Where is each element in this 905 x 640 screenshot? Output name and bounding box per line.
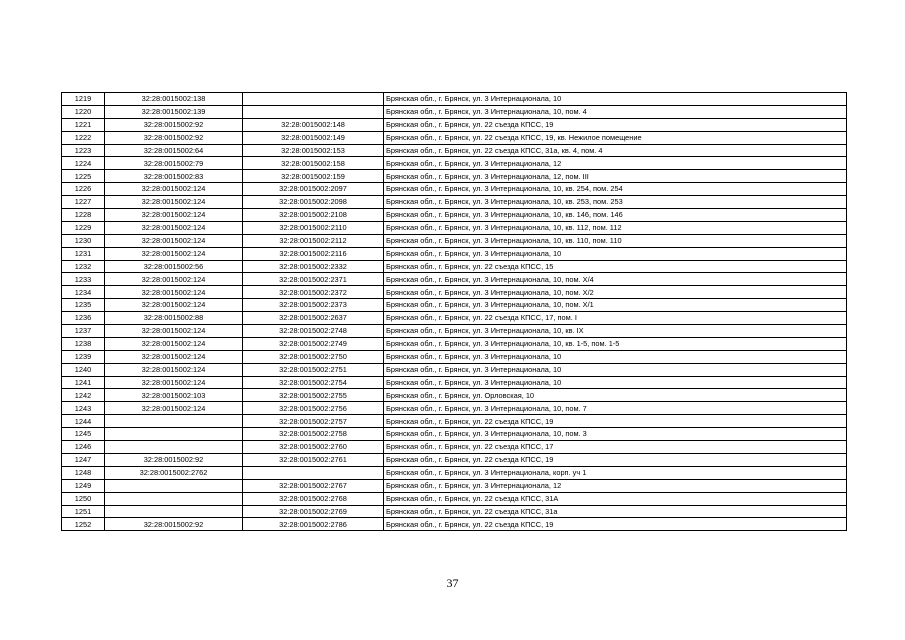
row-number-cell: 1232	[62, 260, 105, 273]
row-number-cell: 1235	[62, 299, 105, 312]
address-cell: Брянская обл., г. Брянск, ул. 22 съезда КПСС, 17, пом. I	[384, 312, 847, 325]
parcel-number-cell: 32:28:0015002:124	[105, 196, 243, 209]
object-number-cell: 32:28:0015002:2637	[243, 312, 384, 325]
address-cell: Брянская обл., г. Брянск, ул. 3 Интернационала, 10, кв. 253, пом. 253	[384, 196, 847, 209]
parcel-number-cell: 32:28:0015002:92	[105, 131, 243, 144]
address-cell: Брянская обл., г. Брянск, ул. 3 Интернационала, 10, кв. 1-5, пом. 1-5	[384, 337, 847, 350]
parcel-number-cell: 32:28:0015002:92	[105, 118, 243, 131]
parcel-number-cell: 32:28:0015002:124	[105, 299, 243, 312]
table-row	[62, 363, 847, 376]
address-cell: Брянская обл., г. Брянск, ул. 22 съезда КПСС, 31а	[384, 505, 847, 518]
address-cell: Брянская обл., г. Брянск, ул. 22 съезда КПСС, 17	[384, 441, 847, 454]
object-number-cell	[243, 466, 384, 479]
address-cell: Брянская обл., г. Брянск, ул. 3 Интернационала, 10	[384, 376, 847, 389]
row-number-cell: 1228	[62, 209, 105, 222]
address-cell: Брянская обл., г. Брянск, ул. 3 Интернационала, 10, кв. 110, пом. 110	[384, 234, 847, 247]
row-number-cell: 1223	[62, 144, 105, 157]
object-number-cell: 32:28:0015002:2108	[243, 209, 384, 222]
address-cell: Брянская обл., г. Брянск, ул. 3 Интернационала, 10, пом. 7	[384, 402, 847, 415]
address-cell: Брянская обл., г. Брянск, ул. 3 Интернационала, 12	[384, 157, 847, 170]
address-cell: Брянская обл., г. Брянск, ул. 3 Интернационала, 10	[384, 363, 847, 376]
table-row	[62, 492, 847, 505]
row-number-cell: 1252	[62, 518, 105, 531]
row-number-cell: 1248	[62, 466, 105, 479]
row-number-cell: 1229	[62, 221, 105, 234]
table-row	[62, 93, 847, 106]
row-number-cell: 1230	[62, 234, 105, 247]
parcel-number-cell: 32:28:0015002:92	[105, 453, 243, 466]
address-cell: Брянская обл., г. Брянск, ул. Орловская, 10	[384, 389, 847, 402]
parcel-number-cell	[105, 492, 243, 505]
address-cell: Брянская обл., г. Брянск, ул. 22 съезда КПСС, 19	[384, 453, 847, 466]
row-number-cell: 1226	[62, 183, 105, 196]
table-row	[62, 209, 847, 222]
parcel-number-cell: 32:28:0015002:124	[105, 337, 243, 350]
address-cell: Брянская обл., г. Брянск, ул. 22 съезда КПСС, 19, кв. Нежилое помещение	[384, 131, 847, 144]
table-row	[62, 428, 847, 441]
table-row	[62, 170, 847, 183]
object-number-cell	[243, 105, 384, 118]
address-cell: Брянская обл., г. Брянск, ул. 3 Интернационала, 10	[384, 247, 847, 260]
row-number-cell: 1251	[62, 505, 105, 518]
table-row	[62, 312, 847, 325]
row-number-cell: 1234	[62, 286, 105, 299]
row-number-cell: 1247	[62, 453, 105, 466]
table-row	[62, 183, 847, 196]
object-number-cell: 32:28:0015002:2371	[243, 273, 384, 286]
parcel-number-cell: 32:28:0015002:88	[105, 312, 243, 325]
address-cell: Брянская обл., г. Брянск, ул. 22 съезда КПСС, 31а, кв. 4, пом. 4	[384, 144, 847, 157]
object-number-cell: 32:28:0015002:2767	[243, 479, 384, 492]
table-row	[62, 157, 847, 170]
address-cell: Брянская обл., г. Брянск, ул. 3 Интернационала, 10	[384, 350, 847, 363]
row-number-cell: 1250	[62, 492, 105, 505]
row-number-cell: 1227	[62, 196, 105, 209]
table-row	[62, 260, 847, 273]
table-row	[62, 415, 847, 428]
row-number-cell: 1243	[62, 402, 105, 415]
row-number-cell: 1233	[62, 273, 105, 286]
object-number-cell: 32:28:0015002:2786	[243, 518, 384, 531]
table-row	[62, 273, 847, 286]
table-row	[62, 325, 847, 338]
parcel-number-cell: 32:28:0015002:56	[105, 260, 243, 273]
address-cell: Брянская обл., г. Брянск, ул. 3 Интернационала, корп. уч 1	[384, 466, 847, 479]
object-number-cell: 32:28:0015002:2751	[243, 363, 384, 376]
table-row	[62, 234, 847, 247]
address-cell: Брянская обл., г. Брянск, ул. 3 Интернационала, 12	[384, 479, 847, 492]
parcel-number-cell: 32:28:0015002:124	[105, 221, 243, 234]
table-row	[62, 221, 847, 234]
object-number-cell: 32:28:0015002:2750	[243, 350, 384, 363]
row-number-cell: 1240	[62, 363, 105, 376]
row-number-cell: 1237	[62, 325, 105, 338]
object-number-cell: 32:28:0015002:2372	[243, 286, 384, 299]
object-number-cell: 32:28:0015002:2749	[243, 337, 384, 350]
object-number-cell: 32:28:0015002:2373	[243, 299, 384, 312]
parcel-number-cell: 32:28:0015002:124	[105, 350, 243, 363]
object-number-cell: 32:28:0015002:2332	[243, 260, 384, 273]
row-number-cell: 1244	[62, 415, 105, 428]
object-number-cell: 32:28:0015002:2112	[243, 234, 384, 247]
address-cell: Брянская обл., г. Брянск, ул. 3 Интернационала, 10, кв. 254, пом. 254	[384, 183, 847, 196]
address-cell: Брянская обл., г. Брянск, ул. 3 Интернационала, 10, пом. X/4	[384, 273, 847, 286]
row-number-cell: 1249	[62, 479, 105, 492]
table-row	[62, 518, 847, 531]
object-number-cell: 32:28:0015002:2748	[243, 325, 384, 338]
address-cell: Брянская обл., г. Брянск, ул. 22 съезда КПСС, 19	[384, 518, 847, 531]
table-row	[62, 144, 847, 157]
object-number-cell: 32:28:0015002:2761	[243, 453, 384, 466]
parcel-number-cell: 32:28:0015002:124	[105, 234, 243, 247]
row-number-cell: 1221	[62, 118, 105, 131]
parcel-number-cell: 32:28:0015002:124	[105, 286, 243, 299]
address-cell: Брянская обл., г. Брянск, ул. 3 Интернационала, 10, кв. 112, пом. 112	[384, 221, 847, 234]
address-cell: Брянская обл., г. Брянск, ул. 3 Интернационала, 10, пом. X/1	[384, 299, 847, 312]
table-row	[62, 453, 847, 466]
object-number-cell: 32:28:0015002:2756	[243, 402, 384, 415]
object-number-cell: 32:28:0015002:158	[243, 157, 384, 170]
table-row	[62, 286, 847, 299]
row-number-cell: 1242	[62, 389, 105, 402]
parcel-number-cell: 32:28:0015002:79	[105, 157, 243, 170]
row-number-cell: 1219	[62, 93, 105, 106]
object-number-cell: 32:28:0015002:2760	[243, 441, 384, 454]
page-number: 37	[446, 576, 459, 590]
parcel-number-cell: 32:28:0015002:64	[105, 144, 243, 157]
address-cell: Брянская обл., г. Брянск, ул. 3 Интернационала, 10	[384, 93, 847, 106]
registry-table-body	[62, 93, 847, 531]
parcel-number-cell: 32:28:0015002:124	[105, 402, 243, 415]
address-cell: Брянская обл., г. Брянск, ул. 22 съезда КПСС, 15	[384, 260, 847, 273]
parcel-number-cell	[105, 505, 243, 518]
parcel-number-cell: 32:28:0015002:83	[105, 170, 243, 183]
row-number-cell: 1222	[62, 131, 105, 144]
object-number-cell: 32:28:0015002:2757	[243, 415, 384, 428]
table-row	[62, 376, 847, 389]
address-cell: Брянская обл., г. Брянск, ул. 3 Интернационала, 10, кв. IX	[384, 325, 847, 338]
parcel-number-cell: 32:28:0015002:124	[105, 247, 243, 260]
row-number-cell: 1225	[62, 170, 105, 183]
table-row	[62, 479, 847, 492]
address-cell: Брянская обл., г. Брянск, ул. 3 Интернационала, 10, пом. 4	[384, 105, 847, 118]
row-number-cell: 1238	[62, 337, 105, 350]
table-row	[62, 299, 847, 312]
table-row	[62, 118, 847, 131]
table-row	[62, 105, 847, 118]
parcel-number-cell: 32:28:0015002:124	[105, 273, 243, 286]
row-number-cell: 1245	[62, 428, 105, 441]
registry-table	[61, 92, 847, 531]
parcel-number-cell: 32:28:0015002:103	[105, 389, 243, 402]
parcel-number-cell	[105, 479, 243, 492]
object-number-cell: 32:28:0015002:148	[243, 118, 384, 131]
object-number-cell: 32:28:0015002:2755	[243, 389, 384, 402]
object-number-cell: 32:28:0015002:2768	[243, 492, 384, 505]
object-number-cell: 32:28:0015002:159	[243, 170, 384, 183]
address-cell: Брянская обл., г. Брянск, ул. 22 съезда КПСС, 19	[384, 415, 847, 428]
table-row	[62, 350, 847, 363]
parcel-number-cell: 32:28:0015002:2762	[105, 466, 243, 479]
table-row	[62, 247, 847, 260]
parcel-number-cell	[105, 441, 243, 454]
row-number-cell: 1246	[62, 441, 105, 454]
parcel-number-cell: 32:28:0015002:124	[105, 209, 243, 222]
address-cell: Брянская обл., г. Брянск, ул. 3 Интернационала, 10, пом. X/2	[384, 286, 847, 299]
parcel-number-cell	[105, 415, 243, 428]
object-number-cell: 32:28:0015002:2110	[243, 221, 384, 234]
parcel-number-cell: 32:28:0015002:92	[105, 518, 243, 531]
parcel-number-cell: 32:28:0015002:139	[105, 105, 243, 118]
address-cell: Брянская обл., г. Брянск, ул. 22 съезда КПСС, 19	[384, 118, 847, 131]
parcel-number-cell: 32:28:0015002:124	[105, 376, 243, 389]
object-number-cell: 32:28:0015002:149	[243, 131, 384, 144]
object-number-cell: 32:28:0015002:2116	[243, 247, 384, 260]
address-cell: Брянская обл., г. Брянск, ул. 3 Интернационала, 10, пом. 3	[384, 428, 847, 441]
object-number-cell: 32:28:0015002:2754	[243, 376, 384, 389]
parcel-number-cell: 32:28:0015002:124	[105, 325, 243, 338]
object-number-cell	[243, 93, 384, 106]
address-cell: Брянская обл., г. Брянск, ул. 3 Интернационала, 12, пом. III	[384, 170, 847, 183]
parcel-number-cell: 32:28:0015002:124	[105, 183, 243, 196]
row-number-cell: 1239	[62, 350, 105, 363]
object-number-cell: 32:28:0015002:153	[243, 144, 384, 157]
parcel-number-cell: 32:28:0015002:124	[105, 363, 243, 376]
row-number-cell: 1241	[62, 376, 105, 389]
object-number-cell: 32:28:0015002:2097	[243, 183, 384, 196]
table-row	[62, 131, 847, 144]
address-cell: Брянская обл., г. Брянск, ул. 3 Интернационала, 10, кв. 146, пом. 146	[384, 209, 847, 222]
table-row	[62, 402, 847, 415]
table-row	[62, 389, 847, 402]
table-row	[62, 466, 847, 479]
table-row	[62, 337, 847, 350]
parcel-number-cell	[105, 428, 243, 441]
row-number-cell: 1220	[62, 105, 105, 118]
table-row	[62, 505, 847, 518]
object-number-cell: 32:28:0015002:2758	[243, 428, 384, 441]
parcel-number-cell: 32:28:0015002:138	[105, 93, 243, 106]
row-number-cell: 1236	[62, 312, 105, 325]
row-number-cell: 1224	[62, 157, 105, 170]
address-cell: Брянская обл., г. Брянск, ул. 22 съезда КПСС, 31А	[384, 492, 847, 505]
object-number-cell: 32:28:0015002:2098	[243, 196, 384, 209]
row-number-cell: 1231	[62, 247, 105, 260]
table-row	[62, 441, 847, 454]
object-number-cell: 32:28:0015002:2769	[243, 505, 384, 518]
table-row	[62, 196, 847, 209]
